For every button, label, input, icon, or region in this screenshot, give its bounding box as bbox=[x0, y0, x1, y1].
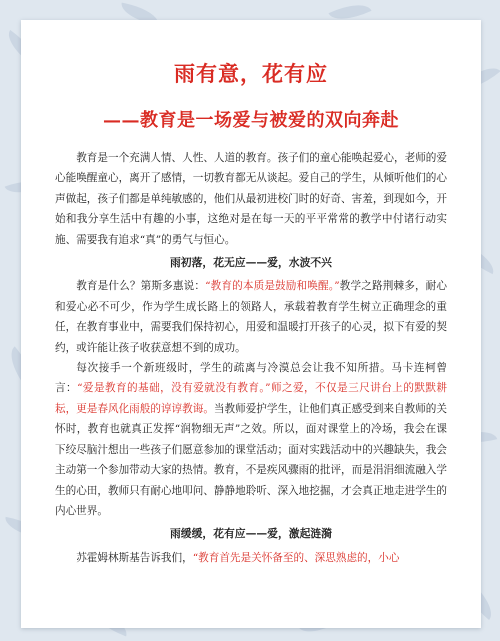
paragraph-4-lead: 苏霍姆林斯基告诉我们， bbox=[76, 551, 193, 564]
paragraph-3-rest: 当教师爱护学生，让他们真正感受到来自教师的关怀时，教育也就真正发挥“润物细无声”之效。所以，面对课堂上的冷场，我会在课下绞尽脑汁想出一些孩子们愿意参加的课堂活动；面对实践活动中的兴趣缺失，我会主动第一个参加带动大家的热情。教育，不是疾风骤雨的批评，而是涓涓细流融入学生的心田，教师只有耐心地叩问、静静地聆听、深入地挖掘，才会真正地走进学生的内心世界。 bbox=[55, 402, 448, 517]
section-heading-1: 雨初落，花无应——爱，水波不兴 bbox=[170, 256, 332, 270]
paragraph-2-quote: “教育的本质是鼓励和唤醒。” bbox=[205, 280, 340, 293]
document-page bbox=[21, 20, 481, 628]
paragraph-intro: 教育是一个充满人情、人性、人道的教育。孩子们的童心能唤起爱心，老师的爱心能唤醒童心，离开了感情，一切教育都无从谈起。爱自己的学生，从倾听他们的心声做起，孩子们都是单纯敏感的，他们从最初进校门时的好奇、害羞，到现如今，开始和我分享生活中有趣的小事，这绝对是在每一天的平平常常的教学中付诸行动实施、需要我有追求“真”的勇气与恒心。 bbox=[55, 152, 447, 246]
section-heading-2: 雨缓缓，花有应——爱，激起涟漪 bbox=[170, 527, 332, 541]
paragraph-2-lead: 教育是什么？第斯多惠说： bbox=[76, 280, 206, 293]
document-body bbox=[55, 148, 447, 568]
document-title: 雨有意，花有应 bbox=[174, 61, 328, 86]
paragraph-3-lead: 每次接手一个新班级时，学生的疏离与冷漠总会让我不知所措。马卡连柯曾言： bbox=[55, 362, 447, 395]
paragraph-4-quote: “教育首先是关怀备至的、深思熟虑的，小心 bbox=[192, 551, 400, 564]
paragraph-3-quote: “爱是教育的基础，没有爱就没有教育。”师之爱，不仅是三尺讲台上的默默耕耘，更是春风化雨般的谆谆教诲。 bbox=[55, 382, 448, 415]
paragraph-4 bbox=[55, 548, 447, 568]
document-subtitle: ——教育是一场爱与被爱的双向奔赴 bbox=[103, 110, 399, 131]
paragraph-2-rest: 教学之路荆棘多，耐心和爱心必不可少，作为学生成长路上的领路人，承载着教育学生树立正确理念的重任，在教育事业中，需要我们保持初心，用爱和温暖打开孩子的心灵，拟下有爱的契约，或许能让孩子收获意想不到的成功。 bbox=[55, 280, 448, 354]
paragraph-3 bbox=[55, 358, 447, 521]
paragraph-2 bbox=[55, 276, 447, 358]
